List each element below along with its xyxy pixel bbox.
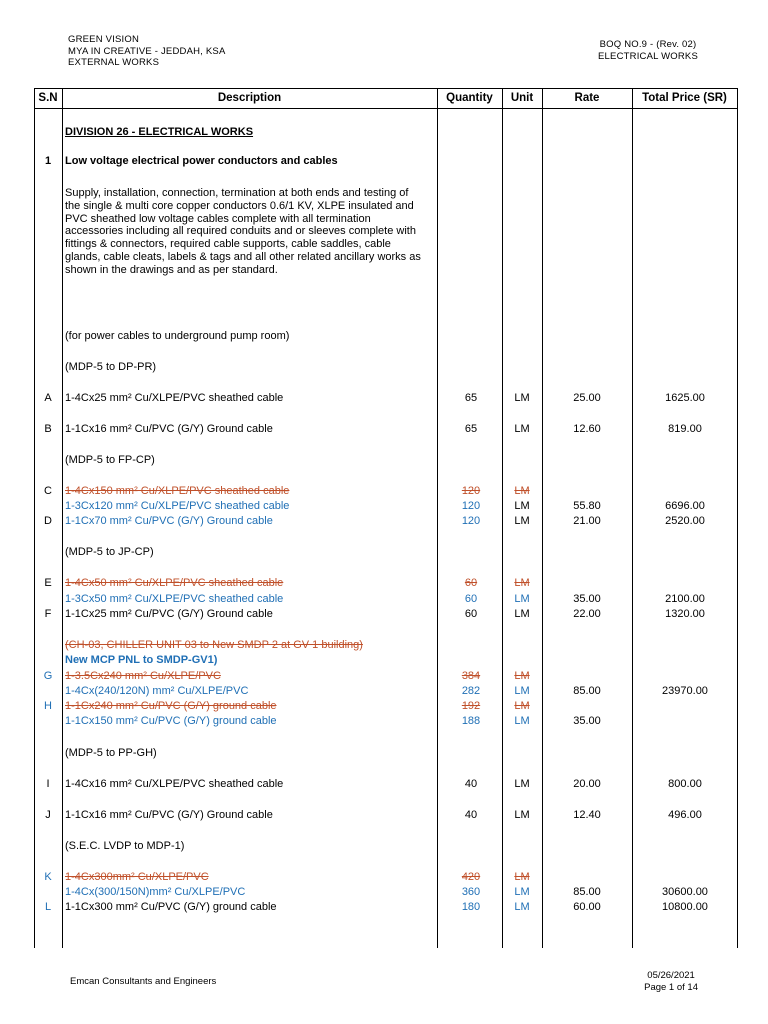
row-total: 2100.00 xyxy=(665,593,705,605)
row-quantity: 60 xyxy=(464,577,478,589)
row-unit: LM xyxy=(514,715,530,727)
row-rate: 12.60 xyxy=(573,423,601,435)
row-rate: 85.00 xyxy=(573,685,601,697)
pump-room-note: (for power cables to underground pump room) xyxy=(65,330,290,342)
row-total: 1320.00 xyxy=(665,608,705,620)
row-sn: E xyxy=(44,577,52,589)
row-sn: K xyxy=(44,871,52,883)
row-sn: B xyxy=(44,423,52,435)
row-unit: LM xyxy=(514,608,530,620)
col-header-sn: S.N xyxy=(38,92,58,104)
row-total: 819.00 xyxy=(668,423,702,435)
row-sn: A xyxy=(44,392,52,404)
works-scope: EXTERNAL WORKS xyxy=(68,57,160,68)
section-number: 1 xyxy=(44,155,52,167)
row-quantity: 180 xyxy=(461,901,481,913)
row-description: 1-1Cx25 mm² Cu/PVC (G/Y) Ground cable xyxy=(65,608,273,620)
row-total: 1625.00 xyxy=(665,392,705,404)
client-location: MYA IN CREATIVE - JEDDAH, KSA xyxy=(68,45,226,57)
row-sn: F xyxy=(44,608,52,620)
row-sn: J xyxy=(45,809,51,821)
row-total: 800.00 xyxy=(668,778,702,790)
row-unit: LM xyxy=(514,577,530,589)
col-header-total: Total Price (SR) xyxy=(642,92,727,104)
division-title: DIVISION 26 - ELECTRICAL WORKS xyxy=(65,126,254,138)
row-quantity: 282 xyxy=(461,685,481,697)
row-description: 1-1Cx70 mm² Cu/PVC (G/Y) Ground cable xyxy=(65,515,273,527)
row-description: 1-3.5Cx240 mm² Cu/XLPE/PVC xyxy=(65,670,221,682)
col-header-quantity: Quantity xyxy=(446,92,493,104)
row-description: 1-1Cx16 mm² Cu/PVC (G/Y) Ground cable xyxy=(65,423,273,435)
group-heading: (MDP-5 to JP-CP) xyxy=(65,546,154,558)
group-heading: (MDP-5 to DP-PR) xyxy=(65,361,157,373)
row-description: 1-3Cx50 mm² Cu/XLPE/PVC sheathed cable xyxy=(65,593,284,605)
row-rate: 12.40 xyxy=(573,809,601,821)
group-heading: (MDP-5 to PP-GH) xyxy=(65,747,157,759)
footer-date: 05/26/2021 xyxy=(647,970,695,981)
row-unit: LM xyxy=(514,593,530,605)
col-header-description: Description xyxy=(217,92,282,104)
row-description: 1-3Cx120 mm² Cu/XLPE/PVC sheathed cable xyxy=(65,500,290,512)
row-quantity: 360 xyxy=(461,886,481,898)
row-unit: LM xyxy=(514,670,530,682)
row-description: 1-4Cx25 mm² Cu/XLPE/PVC sheathed cable xyxy=(65,392,284,404)
row-unit: LM xyxy=(514,685,530,697)
row-unit: LM xyxy=(514,485,530,497)
row-unit: LM xyxy=(514,500,530,512)
row-quantity: 192 xyxy=(461,700,481,712)
row-quantity: 384 xyxy=(461,670,481,682)
boq-table xyxy=(34,88,738,948)
row-rate: 25.00 xyxy=(573,392,601,404)
boq-number: BOQ NO.9 - (Rev. 02) xyxy=(599,39,697,50)
col-header-unit: Unit xyxy=(510,92,534,104)
footer-right xyxy=(644,970,698,993)
row-quantity: 120 xyxy=(461,485,481,497)
row-sn: I xyxy=(46,778,50,790)
row-rate: 35.00 xyxy=(573,715,601,727)
footer-company: Emcan Consultants and Engineers xyxy=(70,976,217,987)
row-sn: H xyxy=(44,700,52,712)
row-description: 1-1Cx150 mm² Cu/PVC (G/Y) ground cable xyxy=(65,715,277,727)
row-sn: L xyxy=(44,901,52,913)
row-sn: G xyxy=(43,670,53,682)
row-total: 30600.00 xyxy=(662,886,708,898)
row-unit: LM xyxy=(514,809,530,821)
row-quantity: 420 xyxy=(461,871,481,883)
boq-discipline: ELECTRICAL WORKS xyxy=(598,50,698,62)
row-total: 10800.00 xyxy=(662,901,708,913)
row-unit: LM xyxy=(514,700,530,712)
header-right xyxy=(598,39,698,62)
header-left xyxy=(68,34,225,69)
row-description: 1-1Cx16 mm² Cu/PVC (G/Y) Ground cable xyxy=(65,809,273,821)
group-heading-revised: New MCP PNL to SMDP-GV1) xyxy=(65,654,218,666)
row-rate: 35.00 xyxy=(573,593,601,605)
row-description: 1-4Cx(300/150N)mm² Cu/XLPE/PVC xyxy=(65,886,246,898)
col-border xyxy=(62,88,63,948)
row-description: 1-4Cx150 mm² Cu/XLPE/PVC sheathed cable xyxy=(65,485,290,497)
row-description: 1-4Cx300mm² Cu/XLPE/PVC xyxy=(65,871,209,883)
row-sn: D xyxy=(44,515,52,527)
row-rate: 20.00 xyxy=(573,778,601,790)
row-rate: 85.00 xyxy=(573,886,601,898)
row-rate: 22.00 xyxy=(573,608,601,620)
project-name: GREEN VISION xyxy=(68,34,140,45)
row-total: 6696.00 xyxy=(665,500,705,512)
row-description: 1-4Cx(240/120N) mm² Cu/XLPE/PVC xyxy=(65,685,249,697)
row-quantity: 120 xyxy=(461,500,481,512)
row-description: 1-1Cx240 mm² Cu/PVC (G/Y) ground cable xyxy=(65,700,277,712)
row-quantity: 60 xyxy=(464,608,478,620)
row-quantity: 188 xyxy=(461,715,481,727)
row-description: 1-1Cx300 mm² Cu/PVC (G/Y) ground cable xyxy=(65,901,277,913)
row-unit: LM xyxy=(514,901,530,913)
row-unit: LM xyxy=(514,886,530,898)
row-quantity: 65 xyxy=(464,423,478,435)
row-unit: LM xyxy=(514,423,530,435)
row-quantity: 60 xyxy=(464,593,478,605)
row-rate: 55.80 xyxy=(573,500,601,512)
row-quantity: 40 xyxy=(464,809,478,821)
row-unit: LM xyxy=(514,515,530,527)
footer-page-number: Page 1 of 14 xyxy=(644,981,698,993)
group-heading-deleted: (CH-03, CHILLER UNIT 03 to New SMDP 2 at GV 1 building) xyxy=(65,639,363,651)
row-total: 2520.00 xyxy=(665,515,705,527)
row-rate: 60.00 xyxy=(573,901,601,913)
row-rate: 21.00 xyxy=(573,515,601,527)
section-title: Low voltage electrical power conductors and cables xyxy=(65,155,338,167)
group-heading: (MDP-5 to FP-CP) xyxy=(65,454,155,466)
row-unit: LM xyxy=(514,778,530,790)
row-description: 1-4Cx16 mm² Cu/XLPE/PVC sheathed cable xyxy=(65,778,284,790)
col-header-rate: Rate xyxy=(574,92,600,104)
row-unit: LM xyxy=(514,871,530,883)
group-heading: (S.E.C. LVDP to MDP-1) xyxy=(65,840,185,852)
row-unit: LM xyxy=(514,392,530,404)
row-quantity: 40 xyxy=(464,778,478,790)
row-quantity: 65 xyxy=(464,392,478,404)
row-quantity: 120 xyxy=(461,515,481,527)
row-sn: C xyxy=(44,485,52,497)
row-total: 23970.00 xyxy=(662,685,708,697)
section-description: Supply, installation, connection, termination at both ends and testing of the single & multi core copper conductors 0.6/1 KV, XLPE insulated and PVC sheathed low voltage cables complete with all termination accessories including all required conduits and or sleeves complete with fittings & connectors, required cable supports, cable saddles, cable glands, cable cleats, labels & tags and all other related ancillary works as shown in the drawings and as per standard. xyxy=(65,187,421,276)
row-total: 496.00 xyxy=(668,809,702,821)
row-description: 1-4Cx50 mm² Cu/XLPE/PVC sheathed cable xyxy=(65,577,284,589)
